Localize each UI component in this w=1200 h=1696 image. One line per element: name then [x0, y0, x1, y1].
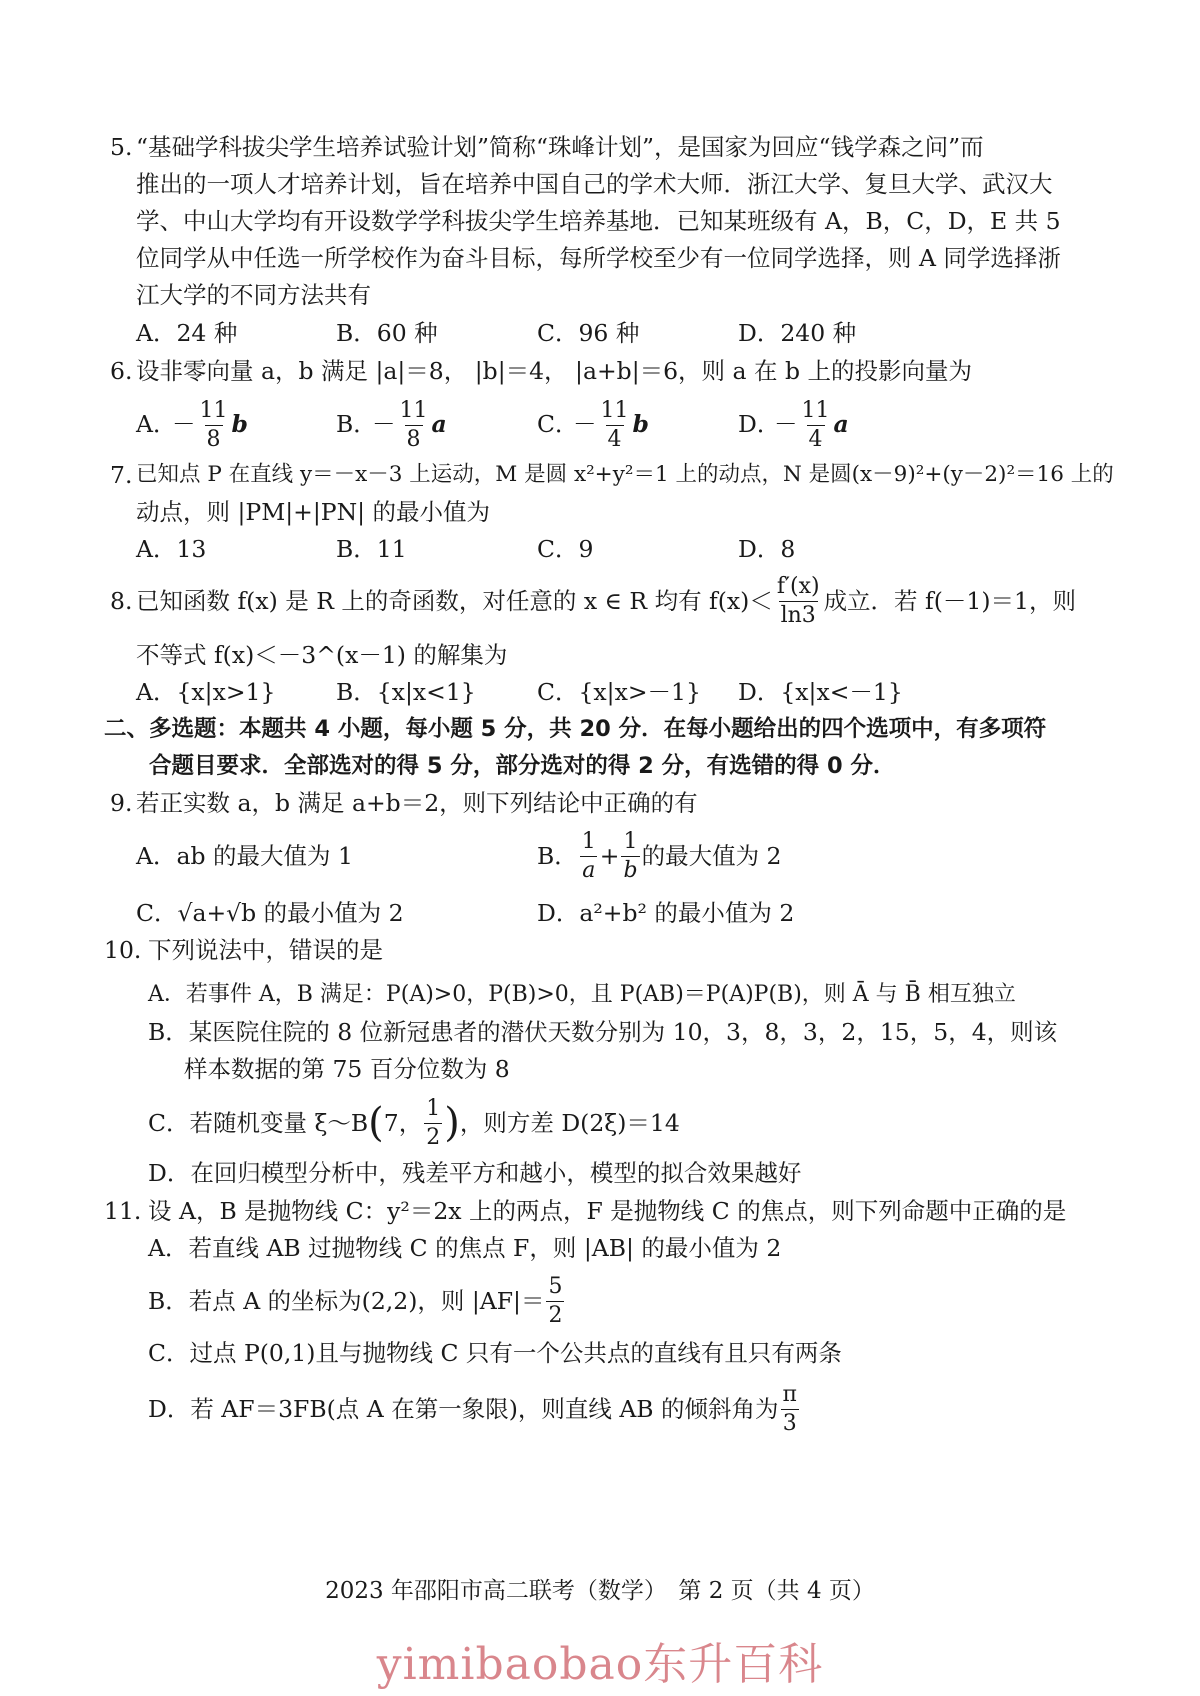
q5-option-c: C．96 种 [537, 319, 640, 347]
fraction [599, 400, 631, 451]
denominator: 4 [808, 427, 823, 452]
section-heading-line-1: 二、多选题：本题共 4 小题，每小题 5 分，共 20 分．在每小题给出的四个选项中，有多项符 [104, 716, 1047, 742]
q11-option-d [148, 1380, 801, 1438]
denominator: 8 [206, 427, 221, 452]
q10-option-b-line-2: 样本数据的第 75 百分位数为 8 [184, 1055, 510, 1083]
q6-option-a [136, 400, 248, 451]
q10-option-c: C．若随机变量 ξ～B ( 7， $\frac{1}{2}$ ) ，则方差 D(2ξ)＝14 [148, 1095, 680, 1150]
q10-option-b-line-1: B．某医院住院的 8 位新冠患者的潜伏天数分别为 10，3，8，3，2，15，5，4，则该 [148, 1018, 1058, 1046]
q11-option-d-pre: D．若 AF＝3FB(点 A 在第一象限)，则直线 AB 的倾斜角为 [148, 1395, 779, 1423]
fraction [398, 400, 430, 451]
sign: － [774, 410, 798, 438]
q5-line-3: 学、中山大学均有开设数学学科拔尖学生培养基地．已知某班级有 A，B，C，D，E 共 5 [136, 207, 1061, 235]
q11-option-b-pre: B．若点 A 的坐标为(2,2)，则 |AF|＝ [148, 1287, 545, 1315]
q11-option-a: A．若直线 AB 过抛物线 C 的焦点 F，则 |AB| 的最小值为 2 [148, 1234, 782, 1262]
fraction-1-over-2: $\frac{1}{2}$ [426, 1095, 441, 1150]
q6-option-b [336, 400, 447, 451]
q10-number: 10. [104, 936, 142, 964]
q9-option-c: C．√a+√b 的最小值为 2 [136, 899, 404, 927]
q8-line-1 [136, 572, 1076, 630]
numerator: 11 [199, 398, 228, 423]
fraction [198, 400, 230, 451]
q6-option-c [537, 400, 649, 451]
q5-line-1: “基础学科拔尖学生培养试验计划”简称“珠峰计划”，是国家为回应“钱学森之问”而 [136, 133, 984, 161]
q8-line-1-pre: 已知函数 f(x) 是 R 上的奇函数，对任意的 x ∈ R 均有 f(x)＜ [136, 587, 773, 615]
q6-stem: 设非零向量 a，b 满足 |a|＝8， |b|＝4， |a+b|＝6，则 a 在 b 上的投影向量为 [136, 357, 972, 385]
q5-line-5: 江大学的不同方法共有 [136, 281, 371, 309]
q5-option-b: B．60 种 [336, 319, 438, 347]
denominator: ln3 [780, 602, 816, 628]
q7-line-2: 动点，则 |PM|+|PN| 的最小值为 [136, 498, 491, 526]
vector-var: b [632, 410, 649, 438]
option-letter: C． [537, 410, 579, 438]
fraction-5-over-2: $\frac{5}{2}$ [548, 1273, 563, 1328]
q8-number: 8. [110, 587, 133, 615]
q9-number: 9. [110, 789, 133, 817]
fraction-pi-over-3: $\frac{\pi}{3}$ [782, 1381, 798, 1436]
denominator: 8 [406, 427, 421, 452]
option-letter: A． [136, 410, 177, 438]
option-letter: B． [336, 410, 377, 438]
q8-fraction [775, 573, 822, 628]
q11-stem: 设 A，B 是抛物线 C：y²＝2x 上的两点，F 是抛物线 C 的焦点，则下列命题中正确的是 [148, 1197, 1067, 1225]
q8-line-1-post: 成立．若 f(－1)＝1，则 [823, 587, 1076, 615]
q11-option-b [148, 1272, 566, 1330]
vector-var: b [231, 410, 248, 438]
q8-option-c: C．{x|x>－1} [537, 678, 701, 706]
q10-option-a: A．若事件 A，B 满足：P(A)>0，P(B)>0，且 P(AB)＝P(A)P(B)，则 Ā 与 B̄ 相互独立 [148, 982, 1016, 1007]
q5-option-a: A．24 种 [136, 319, 238, 347]
sign: － [372, 410, 396, 438]
q10-stem: 下列说法中，错误的是 [148, 936, 383, 964]
q7-option-a: A．13 [136, 535, 207, 563]
numerator: 11 [801, 398, 830, 423]
q6-number: 6. [110, 357, 133, 385]
numerator: 11 [600, 398, 629, 423]
denominator: 4 [607, 427, 622, 452]
q11-option-c: C．过点 P(0,1)且与抛物线 C 只有一个公共点的直线有且只有两条 [148, 1339, 842, 1367]
q9-option-d: D．a²+b² 的最小值为 2 [537, 899, 795, 927]
fraction-1-over-b: $\frac{1}{b}$ [623, 828, 638, 883]
sign: － [573, 410, 597, 438]
numerator: 11 [399, 398, 428, 423]
q10-option-c-post: ，则方差 D(2ξ)＝14 [459, 1109, 680, 1137]
option-letter: D． [738, 410, 781, 438]
q7-option-d: D．8 [738, 535, 796, 563]
q7-option-c: C．9 [537, 535, 594, 563]
fraction [800, 400, 832, 451]
q6-option-d [738, 400, 849, 451]
q8-option-b: B．{x|x<1} [336, 678, 476, 706]
q5-line-2: 推出的一项人才培养计划，旨在培养中国自己的学术大师．浙江大学、复旦大学、武汉大 [136, 170, 1053, 198]
q5-option-d: D．240 种 [738, 319, 857, 347]
page-footer: 2023 年邵阳市高二联考（数学） 第 2 页（共 4 页） [325, 1578, 875, 1604]
q8-option-a: A．{x|x>1} [136, 678, 276, 706]
q9-option-a: A．ab 的最大值为 1 [136, 842, 353, 870]
q5-line-4: 位同学从中任选一所学校作为奋斗目标，每所学校至少有一位同学选择，则 A 同学选择浙 [136, 244, 1061, 272]
q9-stem: 若正实数 a，b 满足 a+b＝2，则下列结论中正确的有 [136, 789, 698, 817]
vector-var: a [431, 410, 447, 438]
q7-option-b: B．11 [336, 535, 407, 563]
q7-number: 7. [110, 461, 133, 489]
q7-line-1: 已知点 P 在直线 y＝－x－3 上运动，M 是圆 x²+y²＝1 上的动点，N 是圆(x－9)²+(y－2)²＝16 上的 [136, 462, 1114, 487]
q9-option-b: B． $\frac{1}{a}$ + $\frac{1}{b}$ 的最大值为 2 [537, 828, 782, 883]
numerator: f′(x) [776, 573, 820, 599]
q10-option-d: D．在回归模型分析中，残差平方和越小，模型的拟合效果越好 [148, 1159, 802, 1187]
q8-line-2: 不等式 f(x)＜－3^(x－1) 的解集为 [136, 641, 508, 669]
q9-option-b-letter: B． [537, 842, 578, 870]
fraction-1-over-a: $\frac{1}{a}$ [581, 828, 596, 883]
vector-var: a [833, 410, 849, 438]
q9-option-b-text: 的最大值为 2 [641, 842, 782, 870]
q5-number: 5. [110, 133, 133, 161]
q8-option-d: D．{x|x<－1} [738, 678, 903, 706]
section-heading-line-2: 合题目要求．全部选对的得 5 分，部分选对的得 2 分，有选错的得 0 分． [149, 753, 896, 779]
sign: － [172, 410, 196, 438]
watermark: yimibaobao东升百科 [376, 1639, 824, 1690]
q10-option-c-pre: C．若随机变量 ξ～B [148, 1109, 369, 1137]
q11-number: 11. [104, 1197, 142, 1225]
